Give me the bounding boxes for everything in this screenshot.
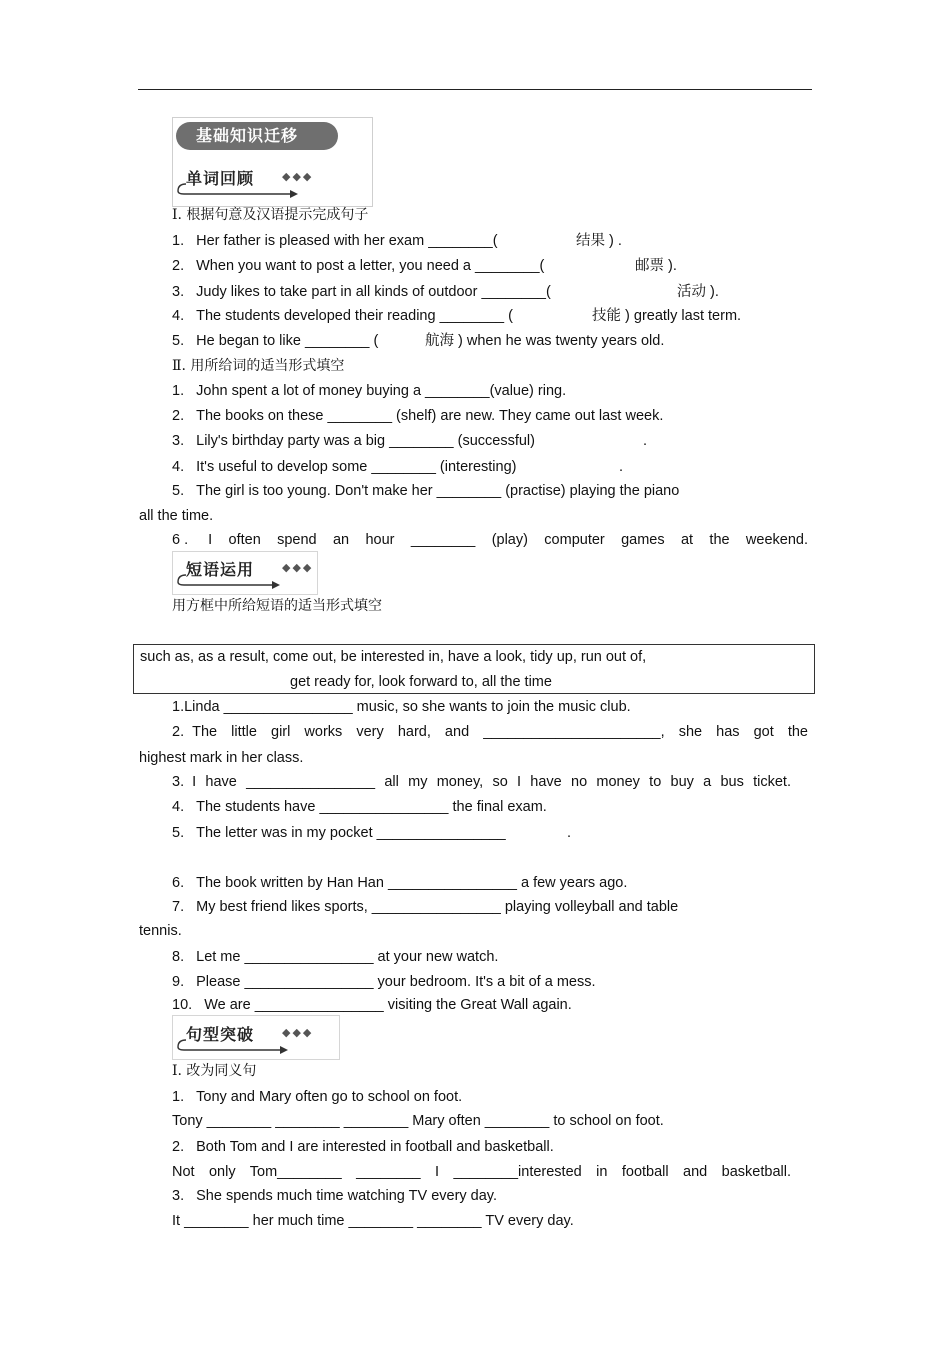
part3-title: Ⅰ. 改为同义句	[172, 1063, 257, 1079]
diamonds-icon: ◆◆◆	[282, 562, 314, 574]
phrase-use-label: 短语运用	[186, 560, 255, 579]
hint: 技能 ) greatly last term.	[592, 308, 742, 324]
word-review-label: 单词回顾	[186, 169, 255, 188]
answer-line: Not only Tom________ ________ I ________interested in football and basketball.	[172, 1164, 791, 1180]
list-item: 6 . I often spend an hour ________ (play) computer games at the weekend.	[172, 532, 808, 548]
list-item: 5. The girl is too young. Don't make her ________ (practise) playing the piano	[172, 483, 680, 499]
top-rule	[138, 89, 812, 90]
list-item: 3. Judy likes to take part in all kinds of outdoor ________(	[172, 284, 551, 300]
hint: 航海 ) when he was twenty years old.	[425, 333, 665, 349]
part1-title: Ⅰ. 根据句意及汉语提示完成句子	[172, 207, 369, 223]
list-item: 3. Lily's birthday party was a big ________ (successful)	[172, 433, 535, 449]
list-item: 4. The students developed their reading ________ (	[172, 308, 513, 324]
answer-line: It ________ her much time ________ ________ TV every day.	[172, 1213, 574, 1229]
phrase-box-line2: get ready for, look forward to, all the time	[290, 674, 552, 690]
phrase-instruction: 用方框中所给短语的适当形式填空	[172, 598, 382, 614]
list-item: 8. Let me ________________ at your new watch.	[172, 949, 499, 965]
list-item-continuation: highest mark in her class.	[139, 750, 304, 766]
period: .	[567, 825, 572, 841]
list-item: 1. Tony and Mary often go to school on foot.	[172, 1089, 463, 1105]
list-item: 1.Linda ________________ music, so she wants to join the music club.	[172, 699, 631, 715]
list-item: 3. I have ________________ all my money, so I have no money to buy a bus ticket.	[172, 774, 791, 790]
list-item: 2. The books on these ________ (shelf) are new. They came out last week.	[172, 408, 664, 424]
hint: 结果 ) .	[576, 233, 622, 249]
period: .	[643, 433, 648, 449]
hint: 邮票 ).	[635, 258, 677, 274]
phrase-box-line1: such as, as a result, come out, be interested in, have a look, tidy up, run out of,	[140, 649, 647, 665]
arrow-icon	[172, 569, 292, 589]
list-item: 1. John spent a lot of money buying a ________(value) ring.	[172, 383, 567, 399]
hint: 活动 ).	[677, 284, 719, 300]
sentence-break-label: 句型突破	[186, 1025, 255, 1044]
sentence-break-banner	[172, 1022, 338, 1062]
list-item: 2. Both Tom and I are interested in football and basketball.	[172, 1139, 554, 1155]
list-item: 5. The letter was in my pocket ________________	[172, 825, 506, 841]
list-item: 9. Please ________________ your bedroom. It's a bit of a mess.	[172, 974, 596, 990]
list-item: 3. She spends much time watching TV every day.	[172, 1188, 498, 1204]
part2-title: Ⅱ. 用所给词的适当形式填空	[172, 358, 345, 374]
list-item: 10. We are ________________ visiting the Great Wall again.	[172, 997, 572, 1013]
section-title: 基础知识迁移	[176, 122, 338, 150]
list-item-continuation: all the time.	[139, 508, 214, 524]
list-item: 1. Her father is pleased with her exam ________(	[172, 233, 498, 249]
diamonds-icon: ◆◆◆	[282, 171, 314, 183]
list-item-continuation: tennis.	[139, 923, 182, 939]
list-item: 5. He began to like ________ (	[172, 333, 379, 349]
list-item: 2. When you want to post a letter, you need a ________(	[172, 258, 545, 274]
phrase-use-banner	[172, 557, 316, 597]
list-item: 7. My best friend likes sports, ________________ playing volleyball and table	[172, 899, 679, 915]
arrow-icon	[172, 1034, 302, 1054]
arrow-icon	[172, 178, 302, 198]
list-item: 4. It's useful to develop some ________ (interesting)	[172, 459, 517, 475]
period: .	[619, 459, 624, 475]
list-item: 4. The students have ________________ the final exam.	[172, 799, 547, 815]
list-item: 2. The little girl works very hard, and ______________________, she has got the	[172, 724, 808, 740]
answer-line: Tony ________ ________ ________ Mary often ________ to school on foot.	[172, 1113, 664, 1129]
list-item: 6. The book written by Han Han ________________ a few years ago.	[172, 875, 628, 891]
word-review-banner	[172, 166, 362, 206]
diamonds-icon: ◆◆◆	[282, 1027, 314, 1039]
